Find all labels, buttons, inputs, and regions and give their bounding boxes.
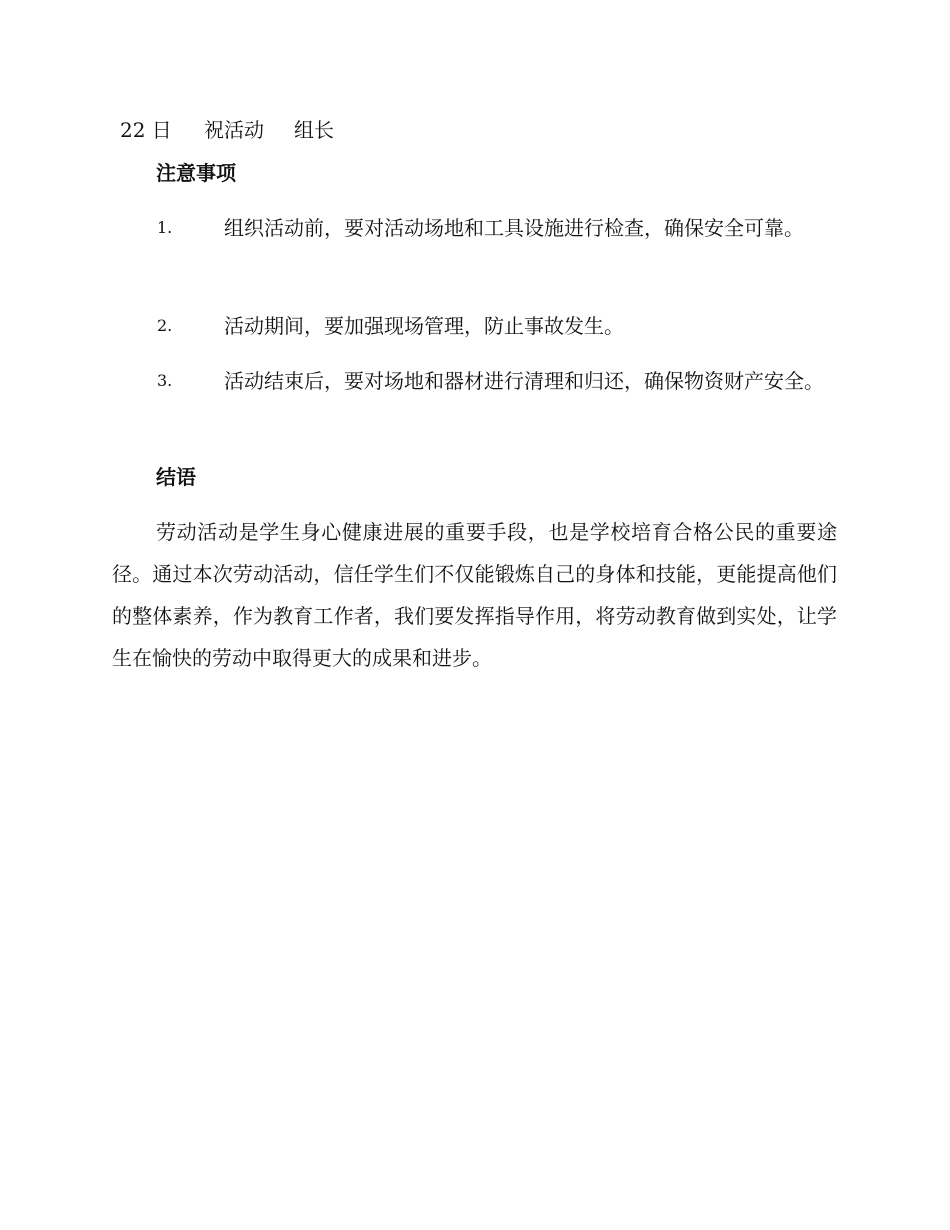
notes-list-item xyxy=(112,207,837,249)
list-item-number: 3. xyxy=(157,371,173,390)
list-item-text: 组织活动前，要对活动场地和工具设施进行检查，确保安全可靠。 xyxy=(224,216,804,240)
notes-heading: 注意事项 xyxy=(156,161,236,185)
schedule-activity: 祝活动 xyxy=(204,118,264,142)
conclusion-heading: 结语 xyxy=(156,465,196,489)
list-item-text: 活动期间，要加强现场管理，防止事故发生。 xyxy=(224,314,624,338)
notes-list-item xyxy=(112,360,837,402)
schedule-role: 组长 xyxy=(294,118,334,142)
conclusion-paragraph: 劳动活动是学生身心健康进展的重要手段，也是学校培育合格公民的重要途径。通过本次劳动活动，信任学生们不仅能锻炼自己的身体和技能，更能提高他们的整体素养，作为教育工作者，我们要发挥指导作用，将劳动教育做到实处，让学生在愉快的劳动中取得更大的成果和进步。 xyxy=(112,520,837,670)
list-item-text: 活动结束后，要对场地和器材进行清理和归还，确保物资财产安全。 xyxy=(224,369,824,393)
notes-list-item xyxy=(112,305,837,347)
schedule-date: 22 日 xyxy=(120,118,172,142)
list-item-number: 1. xyxy=(157,218,173,237)
list-item-number: 2. xyxy=(157,316,173,335)
